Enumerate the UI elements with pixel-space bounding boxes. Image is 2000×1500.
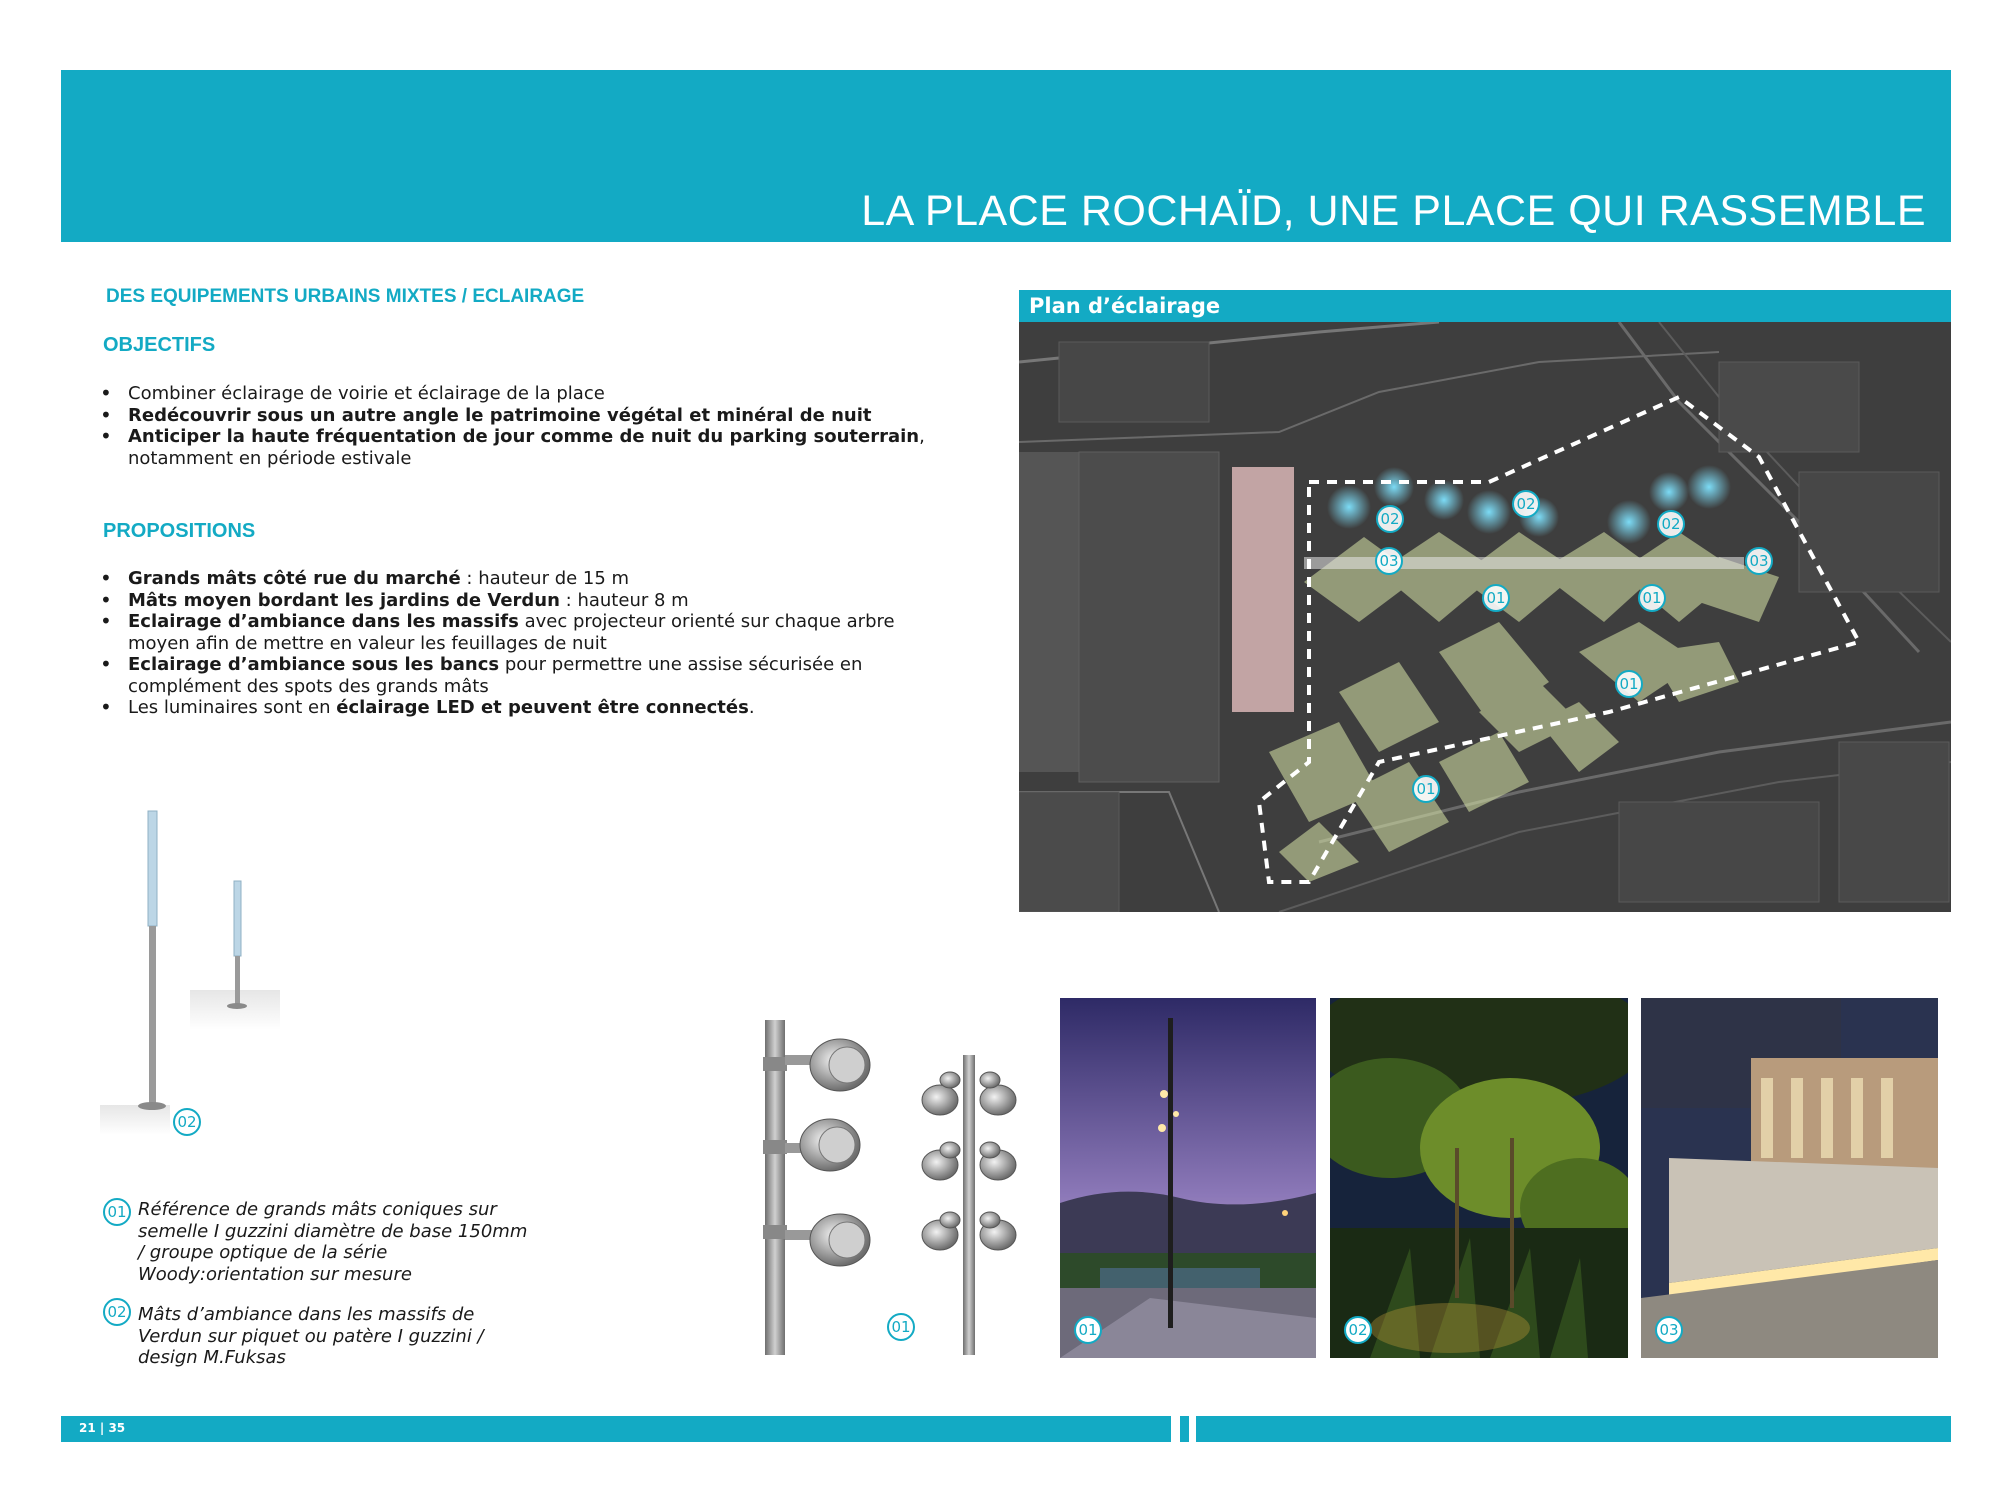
plan-marker-03: 03	[1375, 547, 1403, 575]
plan-header	[1019, 290, 1951, 322]
page-title: LA PLACE ROCHAÏD, UNE PLACE QUI RASSEMBLE	[861, 187, 1926, 235]
photo-01-image	[1060, 998, 1316, 1358]
lighting-plan-map	[1019, 322, 1951, 912]
objective-item: • Redécouvrir sous un autre angle le patrimoine végétal et minéral de nuit	[100, 405, 960, 427]
bollard-marker: 02	[173, 1108, 201, 1136]
plan-marker-02: 02	[1512, 490, 1540, 518]
footer-bar-right	[1196, 1416, 1951, 1442]
bollard-illustration	[100, 805, 280, 1135]
objective-item: • Combiner éclairage de voirie et éclairage de la place	[100, 383, 960, 405]
proposal-item: • Mâts moyen bordant les jardins de Verdun : hauteur 8 m	[100, 590, 960, 612]
legend-marker-02: 02	[103, 1298, 131, 1326]
photo-01	[1060, 998, 1316, 1358]
footer-bar-left	[61, 1416, 1171, 1442]
proposal-item: • Grands mâts côté rue du marché : hauteur de 15 m	[100, 568, 960, 590]
bollard-figure	[100, 805, 280, 1135]
plan-marker-01: 01	[1638, 584, 1666, 612]
legend-text-01: Référence de grands mâts coniques sur semelle I guzzini diamètre de base 150mm / groupe optique de la série Woody:orientation sur mesure	[138, 1199, 528, 1285]
plan-marker-03: 03	[1745, 547, 1773, 575]
photo-02-marker: 02	[1344, 1316, 1372, 1344]
proposal-item: • Les luminaires sont en éclairage LED et peuvent être connectés.	[100, 697, 960, 719]
plan-marker-01: 01	[1615, 670, 1643, 698]
photo-03	[1641, 998, 1938, 1358]
page-number: 21 | 35	[79, 1421, 126, 1435]
plan-map-drawing	[1019, 322, 1951, 912]
legend-marker-01: 01	[103, 1198, 131, 1226]
projector-mast-illustration	[755, 1015, 1035, 1360]
footer-bar-divider	[1180, 1416, 1189, 1442]
propositions-heading: PROPOSITIONS	[103, 520, 256, 542]
photo-02	[1330, 998, 1628, 1358]
header-band	[61, 70, 1951, 242]
objectives-list	[100, 383, 960, 469]
photo-03-image	[1641, 998, 1938, 1358]
photo-02-image	[1330, 998, 1628, 1358]
proposal-item: • Eclairage d’ambiance sous les bancs pour permettre une assise sécurisée en complément des spots des grands mâts	[100, 654, 960, 697]
section-heading: DES EQUIPEMENTS URBAINS MIXTES / ECLAIRAGE	[106, 286, 585, 307]
photo-01-marker: 01	[1074, 1316, 1102, 1344]
plan-marker-01: 01	[1412, 775, 1440, 803]
objectifs-heading: OBJECTIFS	[103, 334, 216, 356]
proposal-item: • Eclairage d’ambiance dans les massifs avec projecteur orienté sur chaque arbre moyen afin de mettre en valeur les feuillages de nuit	[100, 611, 960, 654]
projector-mast-figure	[755, 1015, 1035, 1360]
plan-marker-02: 02	[1657, 510, 1685, 538]
photo-03-marker: 03	[1655, 1316, 1683, 1344]
plan-title: Plan d’éclairage	[1029, 294, 1221, 318]
plan-marker-01: 01	[1482, 584, 1510, 612]
plan-marker-02: 02	[1376, 505, 1404, 533]
projector-marker: 01	[887, 1313, 915, 1341]
legend-text-02: Mâts d’ambiance dans les massifs de Verdun sur piquet ou patère I guzzini / design M.Fuksas	[138, 1304, 484, 1368]
proposals-list	[100, 568, 960, 719]
objective-item: • Anticiper la haute fréquentation de jour comme de nuit du parking souterrain, notamment en période estivale	[100, 426, 960, 469]
